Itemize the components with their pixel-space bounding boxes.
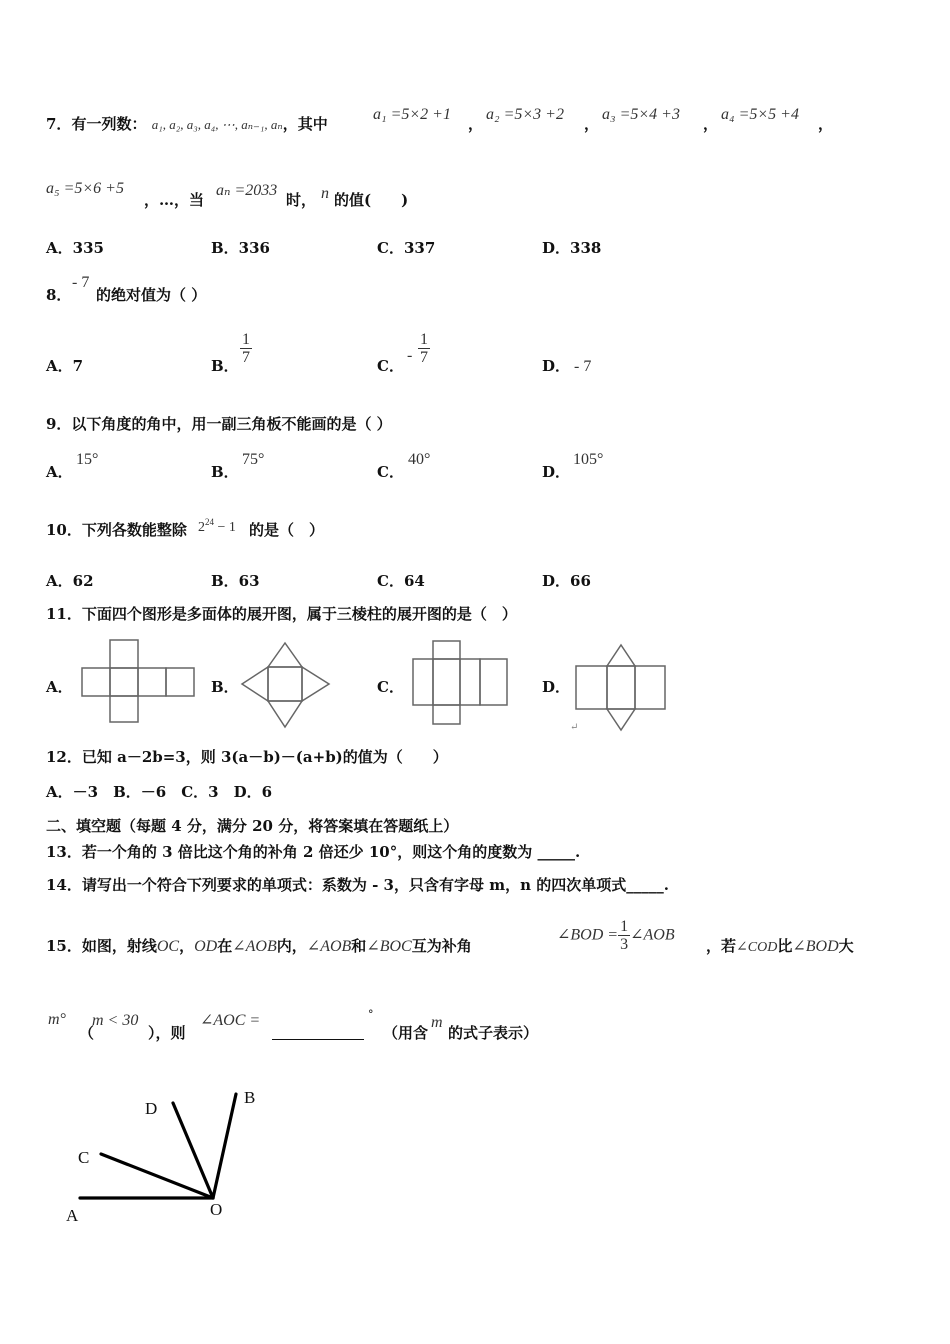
label-d: D [145,1099,158,1118]
return-mark-icon: ↵ [570,722,579,733]
q7-sep1: ， [468,115,484,133]
q15-angle-aob: ∠AOB [232,938,277,955]
q15-angle-figure [60,1085,280,1225]
q15-ray-oc: OC [156,938,180,955]
angle-value: 15° [76,451,99,468]
q10-minus-one: − 1 [214,520,236,535]
q15-m [431,1012,443,1033]
q15-angle-aoc: ∠AOC = [200,1012,261,1029]
q15-angle-aob3: ∠AOB [630,926,675,944]
q7-text4: 时， [286,191,317,209]
q15-text: 15．如图，射线 [46,937,157,955]
q15-angle-aob2: ∠AOB [306,938,352,955]
q7-sep3: ， [703,115,719,133]
angle-value: 75° [242,451,265,468]
q15-bi: 比 [777,937,793,955]
q15-bod-eq [557,918,675,953]
q8-option-d-label[interactable]: D． [542,357,571,375]
minus-sign: - [407,347,413,364]
q15-bod-equals: ∠BOD = [557,926,619,944]
q10-option-a[interactable]: A．62 [46,572,94,590]
q15-angle-cod: ∠COD [736,940,778,955]
q9-option-c[interactable]: C． [377,463,404,481]
label-a: A [66,1206,79,1225]
q15-ruo: ，若 [706,937,737,955]
q8-option-b-label[interactable]: B． [211,357,239,375]
q7-eq-a4: a₄ =5×5 +4 [721,106,799,123]
q10-option-d[interactable]: D．66 [542,572,591,590]
q13-text: 13．若一个角的 3 倍比这个角的补角 2 倍还少 10°，则这个角的度数为 _____. [46,843,581,861]
label-o: O [210,1200,223,1219]
q15-hint2: 的式子表示） [448,1024,539,1042]
q11-option-c[interactable]: C． [377,678,404,696]
q7-eq-a5: a₅ =5×6 +5 [46,180,124,197]
q11-option-d[interactable]: D． [542,678,571,696]
numerator: 1 [242,331,250,348]
q15-m-degrees: m° [48,1011,66,1028]
q9-option-b[interactable]: B． [211,463,239,481]
q7-eq-a2: a₂ =5×3 +2 [486,106,564,123]
q12-text: 12．已知 a－2b=3，则 3(a－b)－(a+b)的值为（ ） [46,748,448,766]
q10-text1: 10．下列各数能整除 [46,521,187,539]
q15-var-m: m [431,1014,443,1031]
q7-text5: 的值( ) [334,191,409,209]
net-b [242,643,329,727]
q7-option-b[interactable]: B．336 [211,239,270,257]
numerator: 1 [620,918,629,935]
q15-paren-l: （ [79,1024,95,1042]
q15-ray-od: OD [194,938,218,955]
q10-base: 2 [198,520,205,535]
q10-exp: 24 [205,517,214,527]
q14-text: 14．请写出一个符合下列要求的单项式：系数为 - 3，只含有字母 m，n 的四次单项式_____. [46,876,669,894]
q7-var: n [321,185,329,202]
q15-paren-r: ），则 [148,1024,186,1042]
q15-hint: （用含 [383,1024,429,1042]
q10-option-b[interactable]: B．63 [211,572,260,590]
q15-da: 大 [838,937,854,955]
q9-option-a[interactable]: A． [46,463,73,481]
q8-value-text: - 7 [72,274,90,291]
label-b: B [244,1088,256,1107]
q7-eq-a1: a₁ =5×2 +1 [373,106,451,123]
q8-number: 8． [46,286,72,304]
denominator: 7 [420,349,428,366]
q15-line1 [46,936,472,957]
q7-option-c[interactable]: C．337 [377,239,436,257]
q15-cond [92,1010,138,1031]
q15-supplementary: 互为补角 [411,937,472,955]
q8-text: 的绝对值为（ ） [96,286,207,304]
ray-ob [213,1094,236,1198]
net-d [576,645,665,730]
q8-d-value: - 7 [574,358,592,375]
label-c: C [78,1148,90,1167]
net-c [413,641,507,724]
q7-text3: ，…，当 [144,191,205,209]
q15-answer-blank[interactable] [272,1039,364,1040]
net-a [82,640,194,722]
q7-number: 7． [46,115,72,133]
q15-m-deg [48,1009,66,1030]
q15-deg: ° [368,1008,374,1021]
q15-comma: ， [179,937,195,955]
q7-eq-an: aₙ =2033 [216,182,278,199]
q15-condition: m < 30 [92,1012,139,1029]
q15-he: 和 [351,937,367,955]
q7-eq-a3: a₃ =5×4 +3 [602,106,680,123]
q15-angle-boc: ∠BOC [366,938,412,955]
q15-nei: 内， [276,937,307,955]
q9-text: 9．以下角度的角中，用一副三角板不能画的是（ ） [46,415,392,433]
q7-option-a[interactable]: A．335 [46,239,104,257]
q7-option-d[interactable]: D．338 [542,239,602,257]
q15-angle-bod: ∠BOD [792,938,839,955]
q9-option-d[interactable]: D． [542,463,571,481]
section-2-heading: 二、填空题（每题 4 分，满分 20 分，将答案填在答题纸上） [46,817,459,835]
q15-aoc [200,1010,260,1031]
angle-value: 105° [573,451,604,468]
q12-options[interactable]: A．－3 B．－6 C．3 D．6 [46,783,273,801]
q7-sep2: ， [584,115,600,133]
q10-text2: 的是（ ） [249,521,325,539]
q7-sequence: a₁, a₂, a₃, a₄, ⋯, aₙ₋₁, aₙ [151,117,283,132]
q7-sep4: ， [818,115,834,133]
q15-line1b [706,936,854,958]
denominator: 3 [620,936,629,953]
fraction [618,918,630,953]
q11-option-a[interactable]: A． [46,678,73,696]
q11-text: 11．下面四个图形是多面体的展开图，属于三棱柱的展开图的是（ ） [46,605,517,623]
q15-in: 在 [217,937,233,955]
denominator: 7 [242,349,250,366]
numerator: 1 [420,331,428,348]
q11-option-b[interactable]: B． [211,678,239,696]
q7-text: 有一列数： [71,115,147,133]
rays [80,1094,236,1198]
angle-value: 40° [408,451,431,468]
q8-option-c-label[interactable]: C． [377,357,404,375]
q7-text2: ，其中 [282,115,328,133]
q8-option-a[interactable]: A．7 [46,357,84,375]
q10-option-c[interactable]: C．64 [377,572,425,590]
